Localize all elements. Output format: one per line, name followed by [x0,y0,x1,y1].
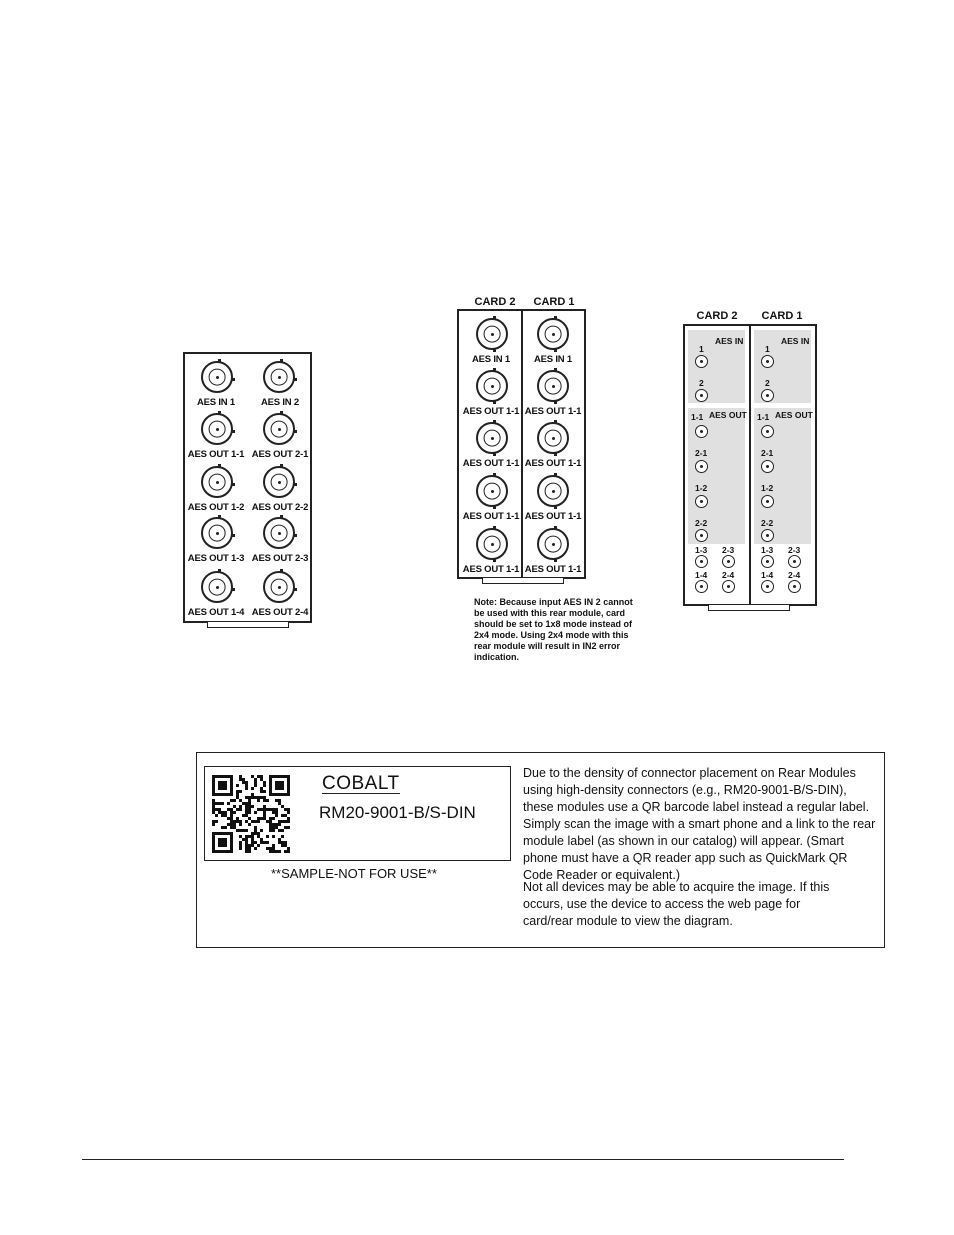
din-label: 1-1 [691,412,704,422]
connector-label: AES OUT 1-1 [462,511,520,522]
bnc-connector-icon [476,528,508,560]
din-connector-icon [695,355,708,368]
connector-label: AES OUT 1-1 [524,564,582,575]
connector-label: AES OUT 2-2 [251,502,309,513]
din-connector-icon [695,555,708,568]
din-label: 1-3 [695,545,708,555]
din-connector-icon [761,555,774,568]
bnc-connector-icon [537,318,569,350]
din-label: 1-4 [695,570,708,580]
bnc-connector-icon [537,475,569,507]
connector-label: AES OUT 1-4 [187,607,245,618]
din-connector-icon [761,460,774,473]
din-label: 2-1 [695,448,708,458]
bnc-connector-icon [476,318,508,350]
bnc-connector-icon [201,413,233,445]
connector-label: AES IN 1 [197,397,235,408]
bnc-connector-icon [263,361,295,393]
din-label: 1-2 [761,483,774,493]
panel-b-divider [521,311,523,577]
din-connector-icon [695,425,708,438]
bnc-connector-icon [263,517,295,549]
din-connector-icon [695,495,708,508]
qr-description-para1: Due to the density of connector placement on Rear Modules using high-density connectors (e.g., RM20-9001-B/S-DIN), these modules use a QR barcode label instead a regular label. Simply scan the image with a smart phone and a link to the rear module label (as shown in our catalog) will appear. (Smart phone must have a QR reader app such as QuickMark QR Code Reader or equivalent.) [523,766,876,882]
connector-label: AES OUT 1-3 [187,553,245,564]
panel-c-card1-header: CARD 1 [761,310,803,322]
din-label: 1-3 [761,545,774,555]
qr-code-icon [212,775,290,853]
din-label: 1 [699,344,704,354]
din-connector-icon [722,580,735,593]
din-label: 1 [765,344,770,354]
connector-label: AES OUT 1-2 [187,502,245,513]
panel-a-lip [207,622,289,628]
din-label: 2 [699,378,704,388]
bnc-connector-icon [263,466,295,498]
din-label: 2-3 [788,545,801,555]
connector-label: AES OUT 1-1 [462,458,520,469]
qr-model-number: RM20-9001-B/S-DIN [319,803,476,822]
din-label: 1-2 [695,483,708,493]
din-connector-icon [695,460,708,473]
bnc-connector-icon [537,370,569,402]
panel-c-lip [708,605,790,611]
bnc-connector-icon [537,422,569,454]
din-connector-icon [761,495,774,508]
bnc-connector-icon [201,571,233,603]
aes-in-group-label: AES IN [715,336,744,346]
din-connector-icon [695,580,708,593]
bnc-connector-icon [201,466,233,498]
panel-b-note: Note: Because input AES IN 2 cannot be used with this rear module, card should be set to 1x8 mode instead of 2x4 mode. Using 2x4 mode with this rear module will result in IN2 error indication. [474,597,633,662]
bnc-connector-icon [263,413,295,445]
sample-not-for-use: **SAMPLE-NOT FOR USE** [271,866,437,881]
bnc-connector-icon [201,517,233,549]
connector-label: AES IN 2 [261,397,299,408]
cobalt-logo: COBALT [322,773,400,794]
connector-label: AES OUT 2-3 [251,553,309,564]
din-label: 2-2 [761,518,774,528]
bnc-connector-icon [476,475,508,507]
din-connector-icon [761,580,774,593]
din-connector-icon [722,555,735,568]
din-connector-icon [788,580,801,593]
connector-label: AES IN 1 [534,354,572,365]
panel-b-card1-header: CARD 1 [533,296,575,308]
din-label: 1-4 [761,570,774,580]
connector-label: AES OUT 1-1 [187,449,245,460]
connector-label: AES OUT 1-1 [462,564,520,575]
din-connector-icon [761,355,774,368]
aes-out-group-label: AES OUT [775,410,813,420]
din-connector-icon [695,529,708,542]
connector-label: AES IN 1 [472,354,510,365]
connector-label: AES OUT 2-1 [251,449,309,460]
connector-label: AES OUT 1-1 [462,406,520,417]
panel-b-lip [482,578,564,584]
qr-description-para2: Not all devices may be able to acquire the image. If this occurs, use the device to access the web page for card/rear module to view the diagram. [523,880,830,928]
connector-label: AES OUT 1-1 [524,458,582,469]
bnc-connector-icon [201,361,233,393]
din-connector-icon [695,389,708,402]
bnc-connector-icon [476,422,508,454]
din-connector-icon [761,529,774,542]
din-label: 2-1 [761,448,774,458]
connector-label: AES OUT 1-1 [524,511,582,522]
din-connector-icon [788,555,801,568]
din-label: 1-1 [757,412,770,422]
panel-c-divider [749,326,751,604]
footer-rule [82,1159,844,1160]
connector-label: AES OUT 1-1 [524,406,582,417]
din-connector-icon [761,425,774,438]
aes-out-group-label: AES OUT [709,410,747,420]
bnc-connector-icon [263,571,295,603]
din-label: 2-2 [695,518,708,528]
din-label: 2-4 [788,570,801,580]
panel-b-card2-header: CARD 2 [474,296,516,308]
aes-in-group-label: AES IN [781,336,810,346]
din-label: 2-4 [722,570,735,580]
panel-c-card2-header: CARD 2 [696,310,738,322]
bnc-connector-icon [537,528,569,560]
connector-label: AES OUT 2-4 [251,607,309,618]
din-label: 2-3 [722,545,735,555]
din-label: 2 [765,378,770,388]
din-connector-icon [761,389,774,402]
bnc-connector-icon [476,370,508,402]
